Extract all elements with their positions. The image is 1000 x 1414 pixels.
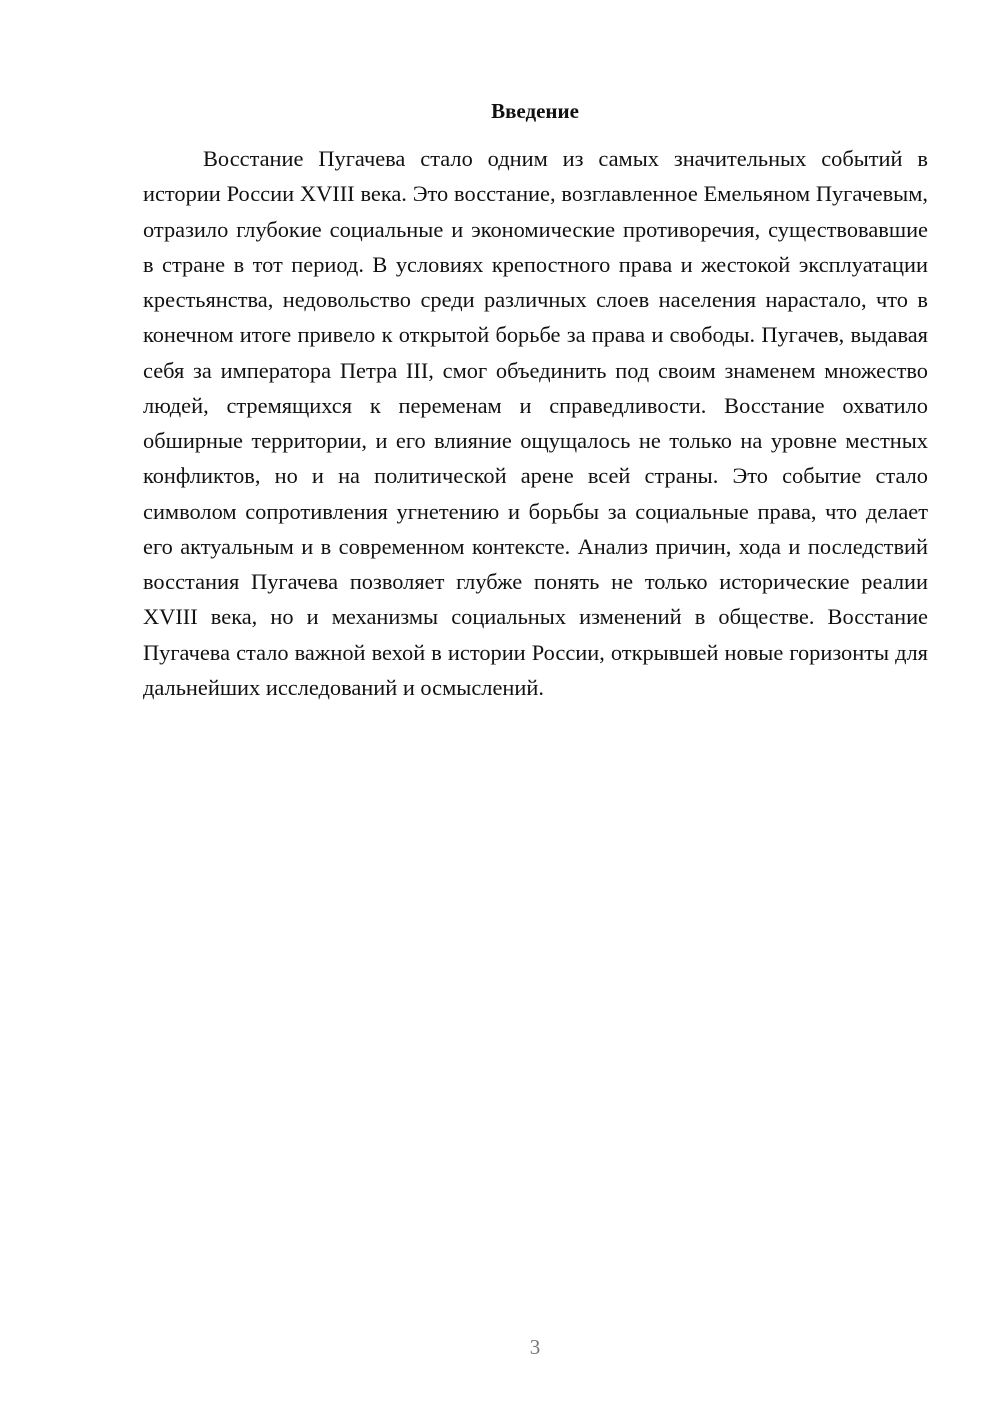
- section-heading: Введение: [491, 99, 579, 123]
- page-number: 3: [529, 1335, 541, 1359]
- body-paragraph: Восстание Пугачева стало одним из самых значительных событий в истории России XVIII века. Это восстание, возглавленное Емельяном Пугачевым, отразило глубокие социальные и экономические противоречия, существовавшие в стране в тот период. В условиях крепостного права и жестокой эксплуатации крестьянства, недовольство среди различных слоев населения нарастало, что в конечном итоге привело к открытой борьбе за права и свободы. Пугачев, выдавая себя за императора Петра III, смог объединить под своим знаменем множество людей, стремящихся к переменам и справедливости. Восстание охватило обширные территории, и его влияние ощущалось не только на уровне местных конфликтов, но и на политической арене всей страны. Это событие стало символом сопротивления угнетению и борьбы за социальные права, что делает его актуальным и в современном контексте. Анализ причин, хода и последствий восстания Пугачева позволяет глубже понять не только исторические реалии XVIII века, но и механизмы социальных изменений в обществе. Восстание Пугачева стало важной вехой в истории России, открывшей новые горизонты для дальнейших исследований и осмыслений.: [143, 146, 928, 700]
